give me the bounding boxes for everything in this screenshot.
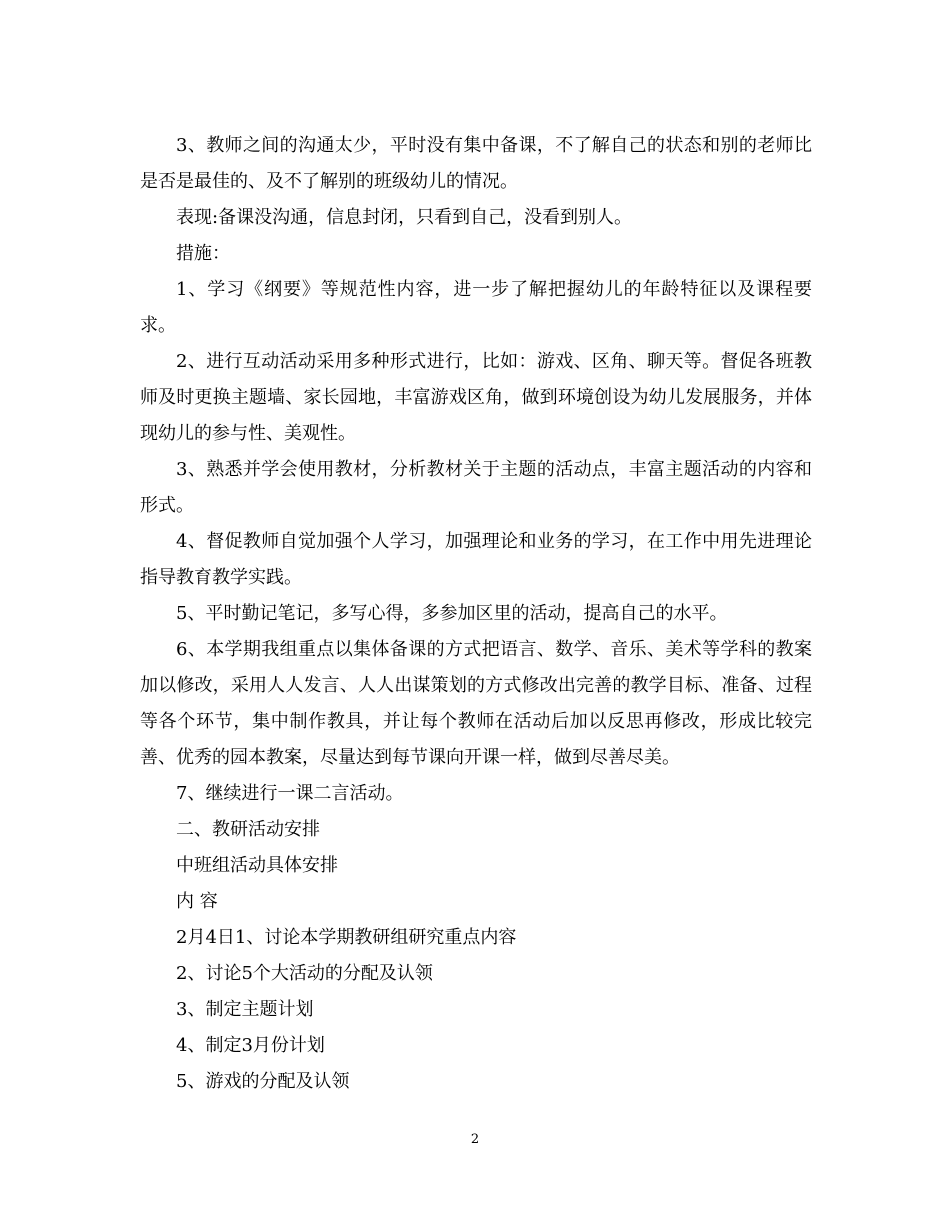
schedule-item-4: 4、制定3月份计划 (176, 1035, 325, 1056)
paragraph-middle-class-schedule: 中班组活动具体安排 (176, 855, 338, 876)
paragraph-measure-2: 2、进行互动活动采用多种形式进行，比如：游戏、区角、聊天等。督促各班教师及时更换主题墙、家长园地，丰富游戏区角，做到环境创设为幼儿发展服务，并体现幼儿的参与性、美观性。 (140, 351, 812, 444)
paragraph-communication-issue: 3、教师之间的沟通太少，平时没有集中备课，不了解自己的状态和别的老师比是否是最佳的、及不了解别的班级幼儿的情况。 (140, 135, 812, 192)
document-body (140, 128, 812, 1100)
paragraph-measures-heading: 措施： (176, 243, 230, 264)
paragraph-measure-7: 7、继续进行一课二言活动。 (176, 783, 404, 804)
paragraph-measure-4: 4、督促教师自觉加强个人学习，加强理论和业务的学习，在工作中用先进理论指导教育教学实践。 (140, 531, 812, 588)
paragraph-measure-3: 3、熟悉并学会使用教材，分析教材关于主题的活动点，丰富主题活动的内容和形式。 (140, 459, 812, 516)
section-heading-activity-schedule: 二、教研活动安排 (176, 819, 320, 840)
page-number: 2 (470, 1132, 480, 1147)
paragraph-measure-1: 1、学习《纲要》等规范性内容，进一步了解把握幼儿的年龄特征以及课程要求。 (140, 279, 812, 336)
schedule-item-5: 5、游戏的分配及认领 (176, 1071, 350, 1092)
schedule-item-1: 2月4日1、讨论本学期教研组研究重点内容 (176, 927, 517, 948)
paragraph-content-label: 内 容 (176, 891, 218, 912)
schedule-item-2: 2、讨论5个大活动的分配及认领 (176, 963, 433, 984)
paragraph-measure-6: 6、本学期我组重点以集体备课的方式把语言、数学、音乐、美术等学科的教案加以修改，采用人人发言、人人出谋策划的方式修改出完善的教学目标、准备、过程等各个环节，集中制作教具，并让每个教师在活动后加以反思再修改，形成比较完善、优秀的园本教案，尽量达到每节课向开课一样，做到尽善尽美。 (140, 639, 812, 768)
schedule-item-3: 3、制定主题计划 (176, 999, 314, 1020)
paragraph-manifestation: 表现:备课没沟通，信息封闭，只看到自己，没看到别人。 (176, 207, 633, 228)
paragraph-measure-5: 5、平时勤记笔记，多写心得，多参加区里的活动，提高自己的水平。 (176, 603, 728, 624)
